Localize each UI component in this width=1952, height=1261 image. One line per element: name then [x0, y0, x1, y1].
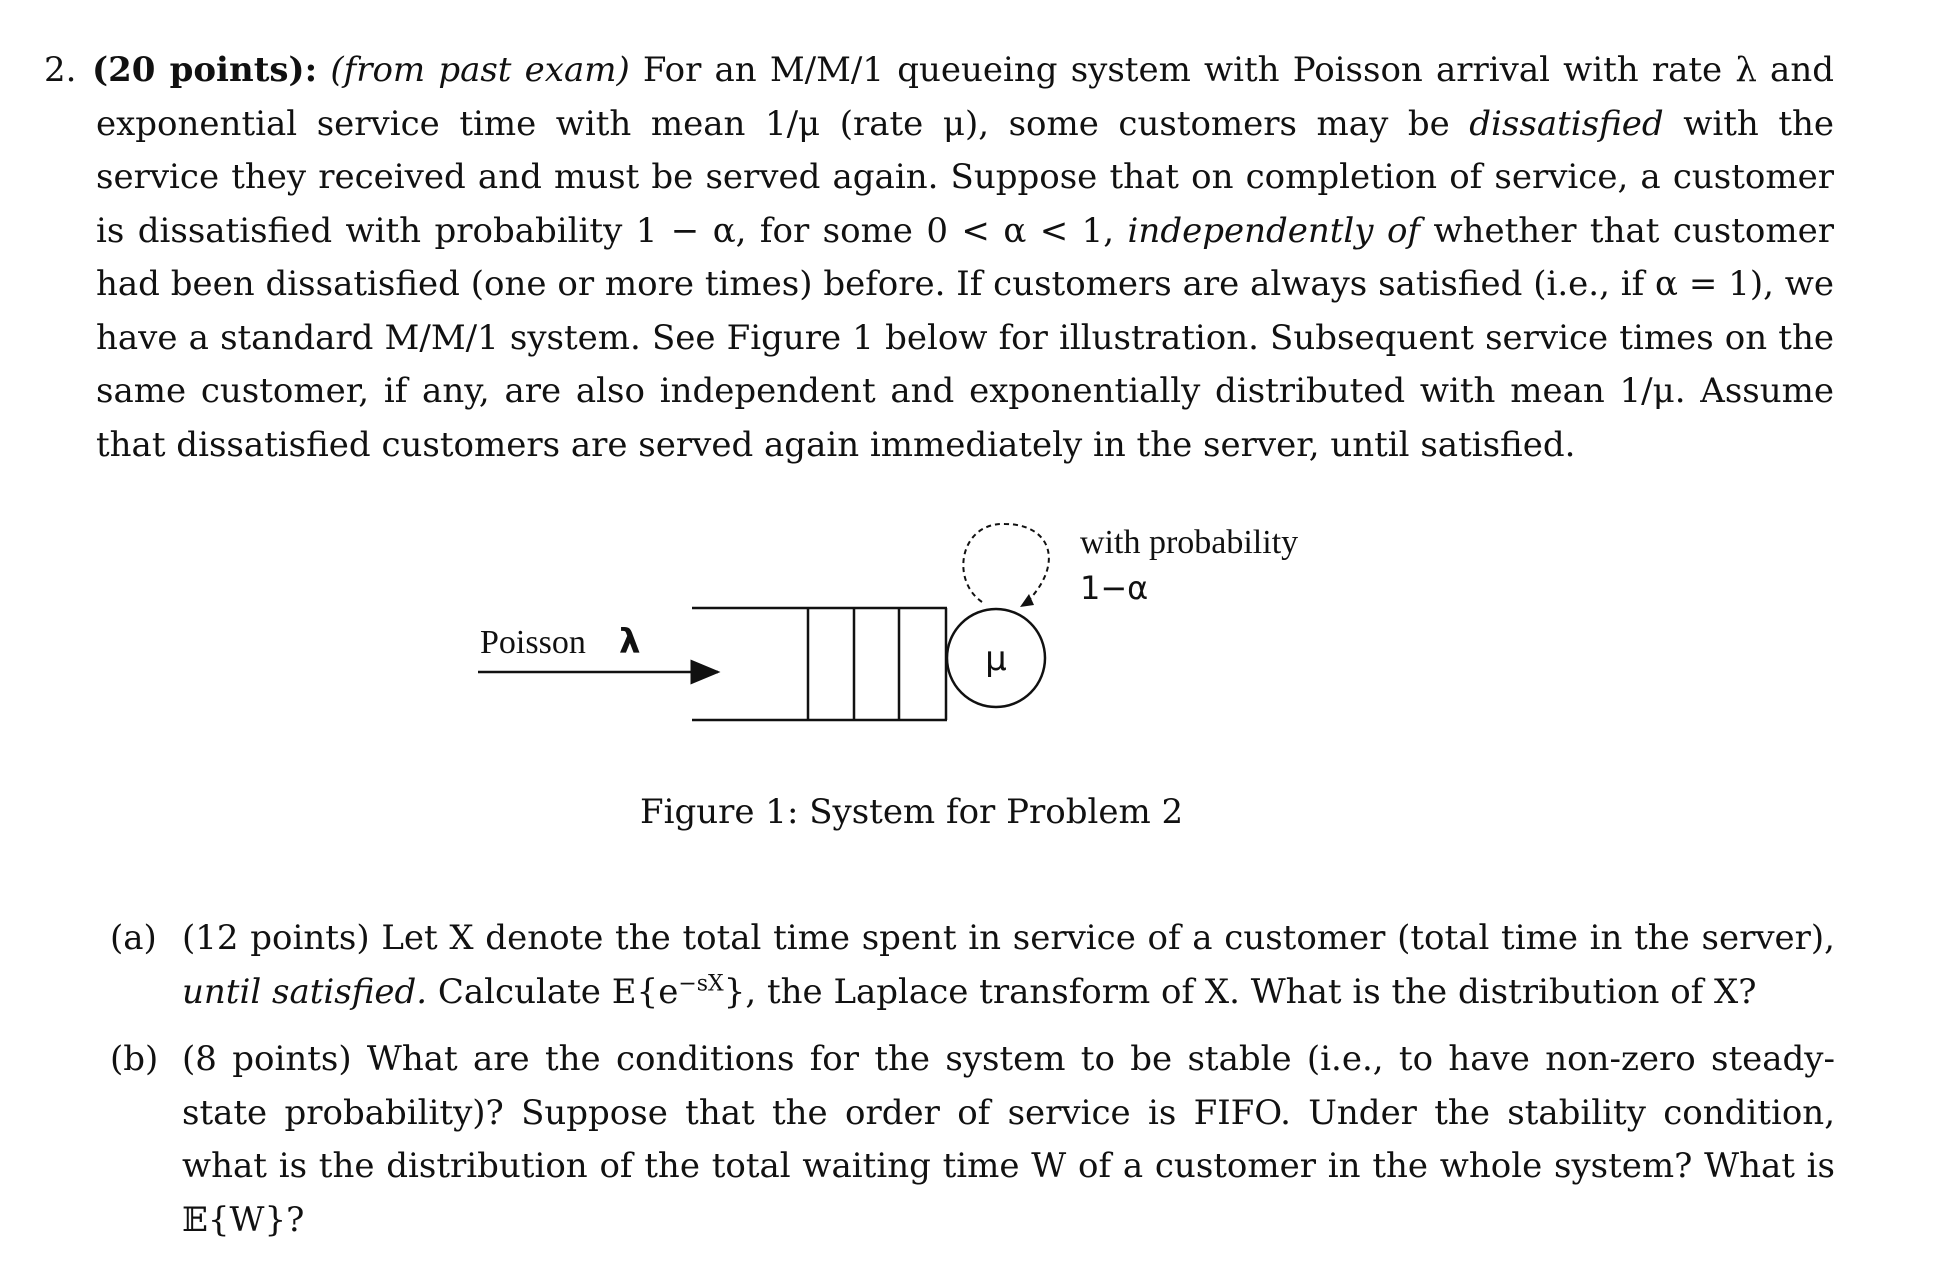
mu-symbol: μ — [985, 639, 1007, 679]
part-a — [110, 912, 1835, 1019]
problem-number: 2. — [44, 50, 77, 90]
part-a-text-3: }, the Laplace transform of X. What is the distribution of X? — [723, 971, 1757, 1012]
part-b-text: (8 points) What are the conditions for the system to be stable (i.e., to have non-zero steady-state probability)? Suppose that the order of service is FIFO. Under the stability condition, what is the distribution of the total waiting time W of a customer in the whole system? What is 𝔼{W}? — [182, 1039, 1835, 1240]
part-b — [110, 1033, 1835, 1247]
queue-diagram — [460, 510, 1380, 830]
part-a-label: (a) — [110, 918, 157, 958]
queue-figure — [460, 510, 1380, 830]
feedback-label-line1: with probability — [1080, 524, 1299, 561]
feedback-arrowhead — [1020, 594, 1034, 607]
figure-caption: Figure 1: System for Problem 2 — [640, 792, 1184, 832]
feedback-loop — [963, 524, 1049, 602]
arrival-label: Poisson — [480, 624, 586, 661]
problem-text-1: For an M/M/1 queueing system with Poisson arrival with rate λ and exponential service time with mean 1/μ (rate μ), some customers may be — [96, 50, 1834, 144]
dissatisfied-word: dissatisfied — [1469, 103, 1664, 144]
queue-buffer — [692, 608, 947, 720]
part-a-text-2: Calculate E{e — [427, 971, 679, 1012]
lambda-symbol: λ — [619, 622, 641, 662]
problem-parts — [110, 912, 1835, 1261]
feedback-label-line2: 1−α — [1080, 569, 1149, 607]
problem-points: (20 points): — [92, 50, 318, 90]
part-a-italic: until satisfied. — [182, 971, 428, 1012]
problem-text-2: with the service they received and must be served again. Suppose that on completion of service, a customer is dissatisfied with probability 1 − α, for some 0 < α < 1, — [96, 103, 1834, 251]
part-a-text-1: (12 points) Let X denote the total time spent in service of a customer (total time in the server), — [182, 918, 1835, 958]
problem-text-3: whether that customer had been dissatisfied (one or more times) before. If customers are always satisfied (i.e., if α = 1), we have a standard M/M/1 system. See Figure 1 below for illustration. Subsequent service times on the same customer, if any, are also independent and exponentially distributed with mean 1/μ. Assume that dissatisfied customers are served again immediately in the server, until satisfied. — [96, 210, 1834, 465]
problem-2 — [44, 44, 1834, 472]
problem-source: (from past exam) — [330, 50, 630, 90]
independently-phrase: independently of — [1127, 210, 1421, 251]
part-b-label: (b) — [110, 1039, 159, 1079]
problem-statement — [92, 44, 1834, 472]
part-a-exponent: −sX — [678, 971, 724, 997]
